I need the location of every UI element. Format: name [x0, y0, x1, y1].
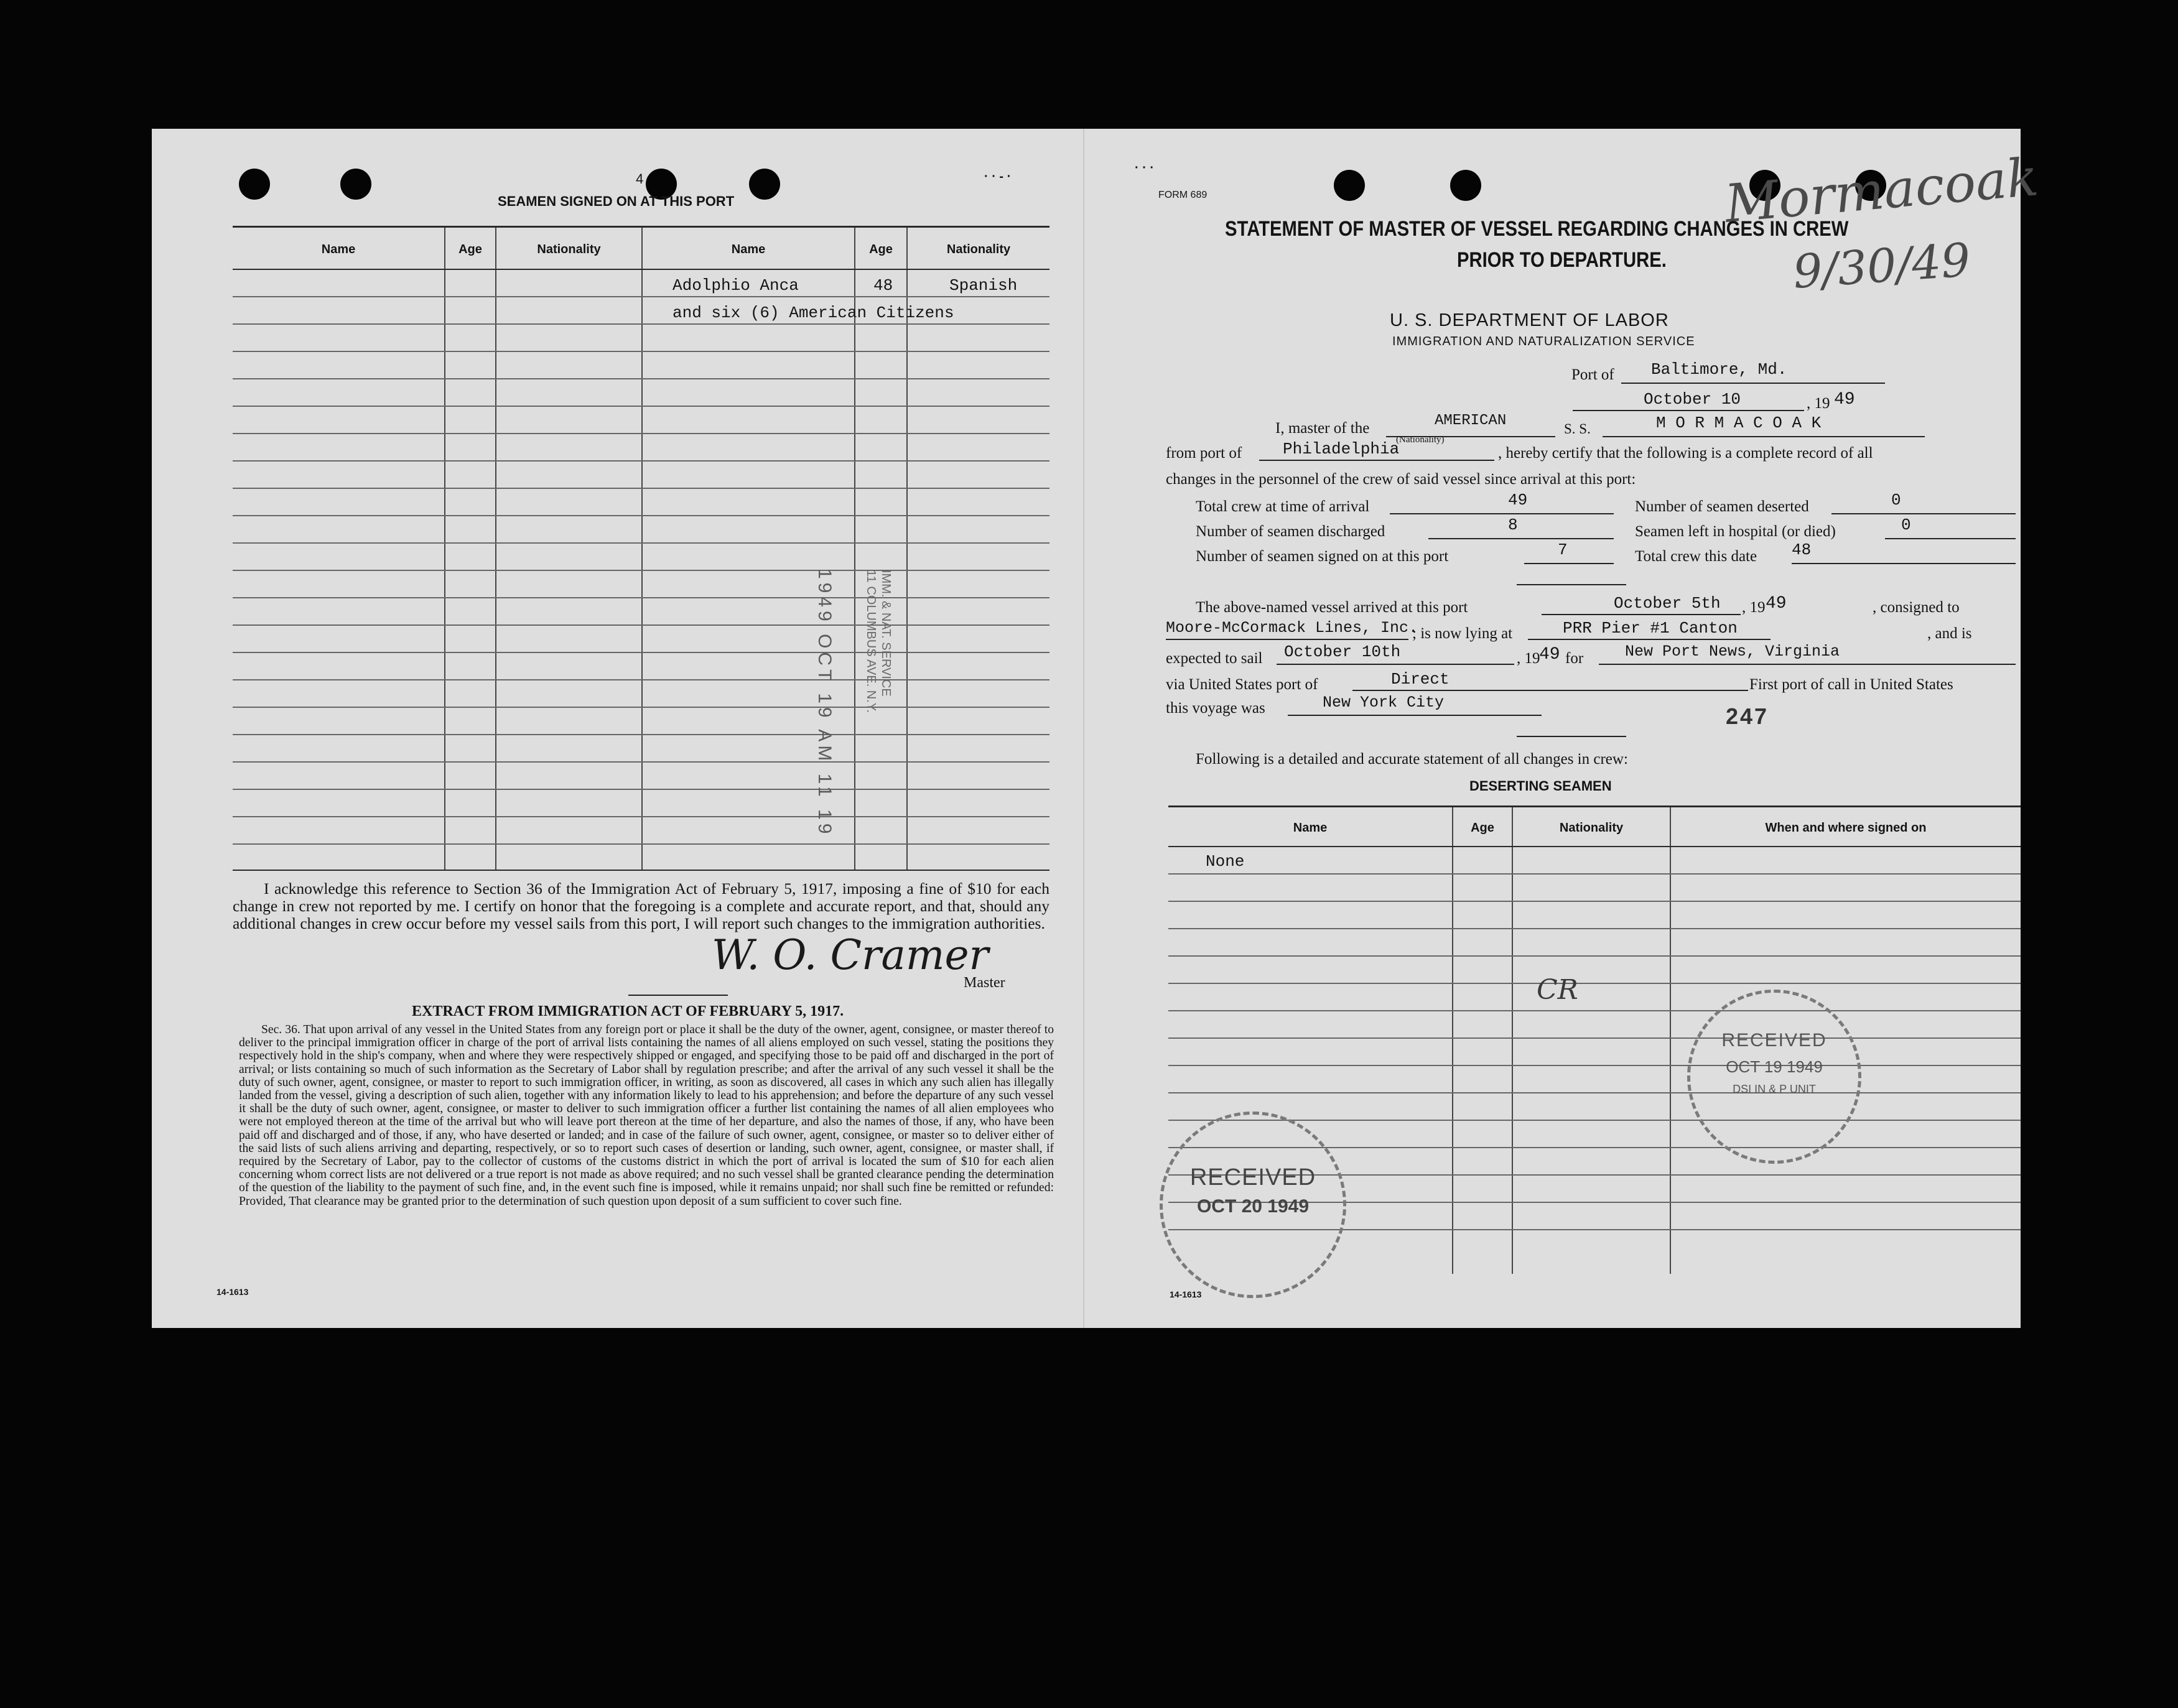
destination-value: New Port News, Virginia: [1625, 643, 1840, 661]
stamp-line: 11 COLUMBUS AVE. N.Y.: [864, 570, 878, 713]
stat-value: 0: [1891, 491, 1901, 509]
deserting-entry: None: [1206, 852, 1245, 871]
extract-text: Sec. 36. That upon arrival of any vessel in the United States from any foreign port or place it shall be the duty of the owner, agent, consignee, or master thereof to deliver to the principal immigration officer in charge of the port of arrival lists containing the names of all aliens employed on such vessel, stating the positions they respectively hold in the ship's company, when and where they were respectively shipped or engaged, and specifying those to be paid off and discharged in the port of arrival; or lists containing so much of such information as the Secretary of Labor shall by regulation prescribe; and after the arrival of any such vessel it shall be the duty of such owner, agent, consignee, or master to report to such immigration officer, in writing, as soon as discovered, all cases in which any such alien has illegally landed from the vessel, giving a description of such alien, together with any information likely to lead to his apprehension; and before the departure of any such vessel it shall be the duty of such owner, agent, consignee, or master to deliver to such immigration officer a further list containing the names of all alien employees who were not employed thereon at the time of the arrival but who will leave port thereon at the time of her departure, and also the names of those, if any, who have been paid off and discharged and of those, if any, who have deserted or landed; and in case of the failure of such owner, agent, consignee, or master so to deliver either of the said lists of such aliens arriving and departing, respectively, or so to report such cases of desertion or landing, such owner, agent, consignee, or master shall, if required by the Secretary of Labor, pay to the collector of customs of the customs district in which the port of arrival is located the sum of $10 for each alien concerning whom correct lists are not delivered or a true report is not made as above required; and no such vessel shall be granted clearance pending the determination of the question of the liability to the payment of such fine, and, in the event such fine is imposed, while it remains unpaid; nor shall such fine be remitted or refunded: Provided, That clearance may be granted prior to the determination of such question upon deposit of a sum sufficient to cover such fine.: [239, 1023, 1054, 1208]
document-spread: [152, 129, 2041, 1328]
stat-label: Total crew at time of arrival: [1196, 498, 1370, 515]
date-value: October 10: [1644, 390, 1741, 409]
stamp-line: DSI IN & P UNIT: [1733, 1083, 1816, 1095]
changes-text: changes in the personnel of the crew of said vessel since arrival at this port:: [1166, 471, 1636, 488]
stat-value: 7: [1558, 541, 1568, 559]
dots: · · - ·: [984, 170, 1012, 183]
vessel-line: [1603, 436, 1925, 437]
rule: [1517, 584, 1626, 585]
stat-line: [1831, 513, 2016, 514]
lying-label: ; is now lying at: [1412, 625, 1513, 642]
entry-nationality: Spanish: [949, 276, 1018, 295]
service: IMMIGRATION AND NATURALIZATION SERVICE: [1392, 335, 1695, 348]
department: U. S. DEPARTMENT OF LABOR: [1390, 310, 1669, 330]
master-label: I, master of the: [1275, 420, 1370, 437]
rule: [628, 995, 728, 996]
rule: [1517, 736, 1626, 737]
dots: · · ·: [1135, 161, 1155, 175]
stat-label: Seamen left in hospital (or died): [1635, 523, 1836, 540]
arrived-year: 49: [1766, 594, 1787, 613]
stat-value: 8: [1508, 516, 1518, 534]
consignee-value: Moore-McCormack Lines, Inc.: [1166, 619, 1418, 637]
stat-label: Total crew this date: [1635, 548, 1757, 565]
col-header-age: Age: [458, 243, 482, 256]
received-stamp-left: [1160, 1112, 1346, 1298]
from-port-label: from port of: [1166, 445, 1242, 462]
sail-year: 49: [1539, 645, 1560, 664]
received-stamp-vertical-text: [863, 570, 893, 713]
form-title-sub: PRIOR TO DEPARTURE.: [1457, 248, 1667, 272]
arrived-year-prefix: , 19: [1742, 599, 1766, 616]
stat-value: 0: [1901, 516, 1911, 534]
number-stamp: 247: [1726, 703, 1769, 729]
stat-label: Number of seamen discharged: [1196, 523, 1385, 540]
col-header-age: Age: [869, 243, 893, 256]
stamp-line: RECEIVED: [1189, 1164, 1316, 1190]
stat-line: [1792, 563, 2016, 564]
stat-label: Number of seamen signed on at this port: [1196, 548, 1449, 565]
deserting-title: DESERTING SEAMEN: [1469, 778, 1612, 794]
stamp-line: OCT 19 1949: [1726, 1057, 1823, 1076]
form-code: 14-1613: [1170, 1289, 1202, 1299]
received-stamp-right: [1687, 990, 1861, 1164]
punch-hole: [239, 169, 270, 200]
received-stamp-vertical: [814, 569, 835, 837]
stamp-line: OCT 20 1949: [1196, 1196, 1310, 1217]
form-code: 14-1613: [216, 1287, 249, 1297]
section-title: SEAMEN SIGNED ON AT THIS PORT: [498, 193, 735, 209]
punch-hole: [749, 169, 780, 200]
arrived-label: The above-named vessel arrived at this port: [1196, 599, 1468, 616]
arrived-value: October 5th: [1614, 594, 1721, 613]
col-header-nationality: Nationality: [946, 243, 1011, 256]
lying-line: [1528, 639, 1771, 640]
first-port-label: First port of call in United States: [1749, 676, 1953, 693]
stamp-line: 1949 OCT 19 AM 11 19: [814, 569, 835, 838]
stat-value: 48: [1792, 541, 1812, 559]
entry-age: 48: [873, 276, 893, 295]
via-value: Direct: [1391, 670, 1450, 689]
vessel-value: M O R M A C O A K: [1656, 414, 1822, 432]
following-text: Following is a detailed and accurate statement of all changes in crew:: [1196, 751, 1628, 768]
stat-line: [1390, 513, 1614, 514]
voyage-label: this voyage was: [1166, 700, 1265, 717]
col-header-nationality: Nationality: [537, 243, 601, 256]
consigned-label: , consigned to: [1873, 599, 1960, 616]
port-line: [1621, 383, 1885, 384]
page-divider: [1083, 129, 1084, 1328]
signature-title: Master: [964, 975, 1005, 991]
arrived-line: [1542, 614, 1741, 615]
page-number: 4: [636, 171, 644, 187]
from-port-line: [1259, 460, 1494, 461]
stat-label: Number of seamen deserted: [1635, 498, 1809, 515]
for-label: for: [1565, 650, 1584, 667]
sail-date-value: October 10th: [1284, 643, 1401, 661]
col-header-name: Name: [1293, 821, 1328, 835]
acknowledgement-text: I acknowledge this reference to Section 36 of the Immigration Act of February 5, 1917, imposing a fine of $10 for each change in crew not reported by me. I certify on honor that the foregoing is a complete and accurate report, and that, should any additional changes in crew occur before my vessel sails from this port, I will report such changes to the immigration authorities.: [233, 880, 1049, 932]
col-header-age: Age: [1471, 821, 1494, 835]
sail-year-prefix: , 19: [1517, 650, 1540, 667]
consignee-line: [1166, 639, 1408, 640]
port-label: Port of: [1571, 366, 1614, 383]
stat-line: [1524, 563, 1614, 564]
stat-line: [1428, 538, 1614, 539]
punch-hole: [1450, 170, 1481, 201]
via-label: via United States port of: [1166, 676, 1318, 693]
col-header-name: Name: [731, 243, 766, 256]
voyage-line: [1288, 715, 1542, 716]
and-is: , and is: [1927, 625, 1972, 642]
port-value: Baltimore, Md.: [1651, 360, 1787, 379]
from-port-value: Philadelphia: [1283, 440, 1400, 458]
year-prefix: , 19: [1807, 395, 1830, 412]
voyage-value: New York City: [1323, 694, 1445, 712]
nationality-value: AMERICAN: [1435, 412, 1507, 429]
year-value: 49: [1834, 390, 1855, 409]
punch-hole: [340, 169, 371, 200]
certify-text: , hereby certify that the following is a complete record of all: [1498, 445, 1873, 462]
entry-name: Adolphio Anca: [672, 276, 799, 295]
stat-value: 49: [1508, 491, 1528, 509]
nationality-caption: (Nationality): [1396, 435, 1445, 445]
lying-value: PRR Pier #1 Canton: [1563, 619, 1738, 638]
extract-title: EXTRACT FROM IMMIGRATION ACT OF FEBRUARY 5, 1917.: [412, 1003, 844, 1019]
col-header-signed-on: When and where signed on: [1765, 821, 1927, 835]
col-header-nationality: Nationality: [1559, 821, 1624, 835]
via-line: [1352, 690, 1748, 691]
handwritten-vessel: Mormacoak: [1722, 146, 2041, 234]
sail-date-line: [1277, 664, 1514, 665]
entry-name: and six (6) American Citizens: [672, 304, 954, 322]
signed-on-table: [233, 226, 1049, 871]
punch-hole: [1334, 170, 1365, 201]
initials: CR: [1537, 974, 1578, 1006]
ss-label: S. S.: [1564, 421, 1591, 437]
master-signature: W. O. Cramer: [712, 931, 989, 979]
destination-line: [1599, 664, 2016, 665]
col-header-name: Name: [321, 243, 356, 256]
form-number: FORM 689: [1158, 190, 1208, 200]
expected-label: expected to sail: [1166, 650, 1263, 667]
stat-line: [1885, 538, 2016, 539]
stamp-line: RECEIVED: [1721, 1030, 1827, 1051]
form-title: STATEMENT OF MASTER OF VESSEL REGARDING CHANGES IN CREW: [1225, 217, 1849, 241]
handwritten-date: 9/30/49: [1791, 233, 1972, 299]
stamp-line: IMM. & NAT. SERVICE: [879, 570, 893, 697]
date-line: [1573, 410, 1804, 411]
